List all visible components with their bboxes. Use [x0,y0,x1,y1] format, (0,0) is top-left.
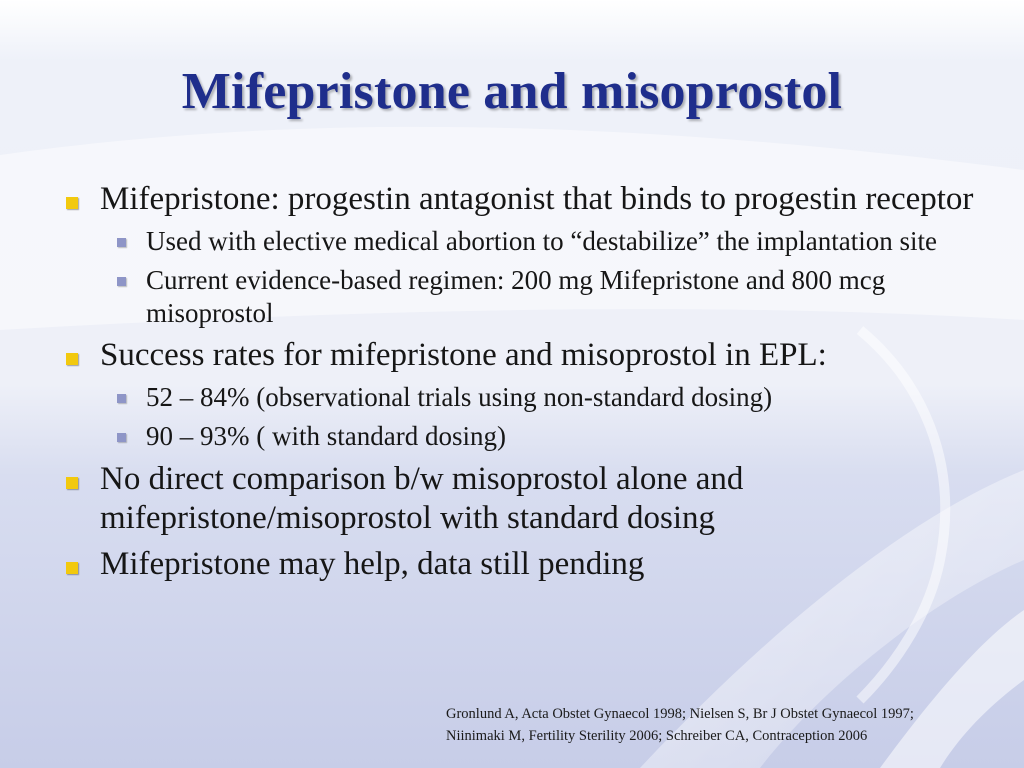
sub-bullet-item [62,381,982,414]
bullet-list [62,180,982,584]
bullet-text: Success rates for mifepristone and misoprostol in EPL: [100,337,827,373]
square-bullet-icon [66,562,78,574]
sub-bullet-item [62,225,982,258]
sub-bullet-text: Current evidence-based regimen: 200 mg Mifepristone and 800 mcg misoprostol [146,265,886,328]
square-bullet-icon [66,353,78,365]
bullet-text: No direct comparison b/w misoprostol alone and mifepristone/misoprostol with standard dosing [100,461,744,536]
sub-bullet-text: 90 – 93% ( with standard dosing) [146,421,506,451]
citation-line: Gronlund A, Acta Obstet Gynaecol 1998; Nielsen S, Br J Obstet Gynaecol 1997; [446,706,914,722]
square-sub-bullet-icon [117,394,126,403]
sub-bullet-item [62,420,982,453]
sub-bullet-text: Used with elective medical abortion to “destabilize” the implantation site [146,226,937,256]
bullet-item [62,460,982,538]
bullet-item [62,180,982,219]
bullet-item [62,545,982,584]
citation-line: Niinimaki M, Fertility Sterility 2006; Schreiber CA, Contraception 2006 [446,728,868,744]
square-sub-bullet-icon [117,277,126,286]
slide-title: Mifepristone and misoprostol [181,63,843,120]
citation [446,703,1006,747]
square-sub-bullet-icon [117,238,126,247]
square-bullet-icon [66,477,78,489]
bullet-text: Mifepristone: progestin antagonist that binds to progestin receptor [100,181,974,217]
bullet-text: Mifepristone may help, data still pending [100,546,645,582]
square-bullet-icon [66,197,78,209]
bullet-item [62,336,982,375]
sub-bullet-item [62,264,982,330]
square-sub-bullet-icon [117,433,126,442]
sub-bullet-text: 52 – 84% (observational trials using non-standard dosing) [146,382,773,412]
